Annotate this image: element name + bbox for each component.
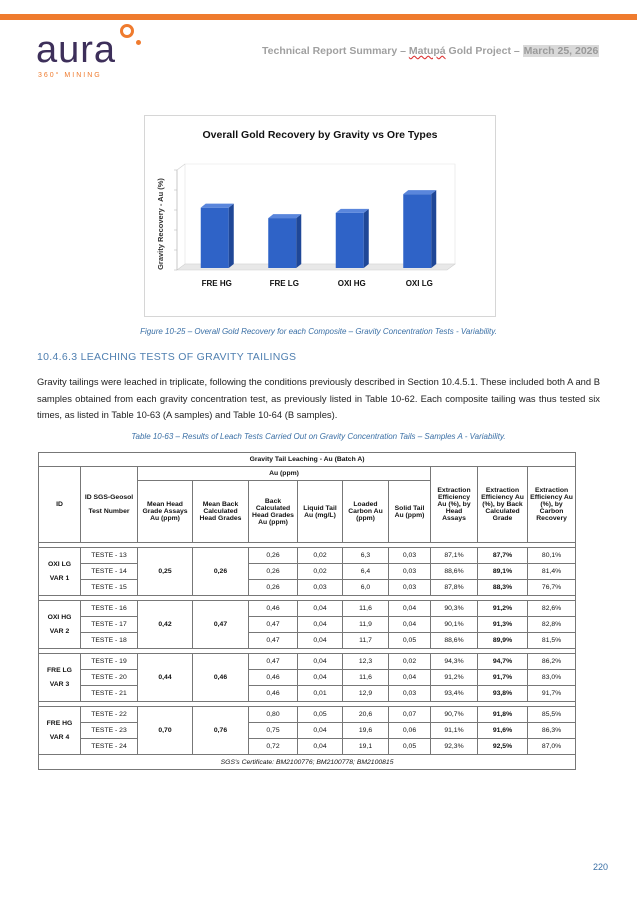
sample-var: VAR 4 xyxy=(49,734,70,741)
ext-carbon-cell: 86,2% xyxy=(528,654,576,670)
ext-back-calc-cell: 89,9% xyxy=(478,633,528,649)
logo-ring-icon xyxy=(120,24,134,38)
ext-head-assay-cell: 90,1% xyxy=(431,617,478,633)
sample-var: VAR 2 xyxy=(49,628,70,635)
table-row xyxy=(39,633,576,649)
ext-head-assay-cell: 87,8% xyxy=(431,580,478,596)
ext-head-assay-cell: 88,6% xyxy=(431,564,478,580)
ext-carbon-cell: 81,5% xyxy=(528,633,576,649)
table-row xyxy=(39,580,576,596)
liquid-tail-cell: 0,04 xyxy=(298,723,343,739)
chart-y-label: Gravity Recovery - Au (%) xyxy=(156,178,165,270)
ext-carbon-cell: 82,8% xyxy=(528,617,576,633)
solid-tail-cell: 0,04 xyxy=(389,670,431,686)
ext-back-calc-cell: 91,8% xyxy=(478,707,528,723)
mean-back-calc-cell: 0,47 xyxy=(193,601,249,649)
ext-head-assay-cell: 90,7% xyxy=(431,707,478,723)
back-calc-grade-cell: 0,47 xyxy=(249,633,298,649)
liquid-tail-cell: 0,03 xyxy=(298,580,343,596)
loaded-carbon-cell: 11,9 xyxy=(343,617,389,633)
ext-back-calc-cell: 94,7% xyxy=(478,654,528,670)
solid-tail-cell: 0,03 xyxy=(389,686,431,702)
test-number-cell: TESTE - 21 xyxy=(81,686,138,702)
sample-id-cell xyxy=(39,707,81,755)
loaded-carbon-cell: 12,3 xyxy=(343,654,389,670)
chart-bar-side xyxy=(296,214,301,268)
back-calc-grade-cell: 0,46 xyxy=(249,601,298,617)
ext-back-calc-cell: 88,3% xyxy=(478,580,528,596)
sample-id: FRE LG xyxy=(47,667,72,674)
table-footer-row xyxy=(39,755,576,770)
table-row xyxy=(39,548,576,564)
ext-carbon-cell: 91,7% xyxy=(528,686,576,702)
col-header-back-calc: Back Calculated Head Grades Au (ppm) xyxy=(249,481,298,543)
header-title-date: March 25, 2026 xyxy=(523,45,599,57)
sample-var: VAR 3 xyxy=(49,681,70,688)
liquid-tail-cell: 0,04 xyxy=(298,601,343,617)
loaded-carbon-cell: 20,6 xyxy=(343,707,389,723)
ext-carbon-cell: 85,5% xyxy=(528,707,576,723)
ext-back-calc-cell: 91,6% xyxy=(478,723,528,739)
back-calc-grade-cell: 0,46 xyxy=(249,686,298,702)
col-header-test xyxy=(81,467,138,543)
chart-bar-top xyxy=(268,214,301,218)
header-accent-bar xyxy=(0,14,637,20)
loaded-carbon-cell: 6,0 xyxy=(343,580,389,596)
test-number-cell: TESTE - 18 xyxy=(81,633,138,649)
test-number-cell: TESTE - 14 xyxy=(81,564,138,580)
ext-back-calc-cell: 91,2% xyxy=(478,601,528,617)
liquid-tail-cell: 0,02 xyxy=(298,548,343,564)
col-header-solid-tail: Solid Tail Au (ppm) xyxy=(389,481,431,543)
ext-carbon-cell: 80,1% xyxy=(528,548,576,564)
test-number-cell: TESTE - 24 xyxy=(81,739,138,755)
ext-carbon-cell: 82,6% xyxy=(528,601,576,617)
ext-back-calc-cell: 87,7% xyxy=(478,548,528,564)
chart-category-label: OXI LG xyxy=(405,279,433,288)
table-row xyxy=(39,739,576,755)
sample-id-cell xyxy=(39,654,81,702)
table-row xyxy=(39,686,576,702)
ext-back-calc-cell: 91,3% xyxy=(478,617,528,633)
certificate-note: SGS's Certificate: BM2100776; BM2100778; BM2100815 xyxy=(39,755,576,770)
solid-tail-cell: 0,04 xyxy=(389,601,431,617)
test-number-cell: TESTE - 13 xyxy=(81,548,138,564)
col-header-ext-back: Extraction Efficiency Au (%), by Back Calculated Grade xyxy=(478,467,528,543)
ext-carbon-cell: 86,3% xyxy=(528,723,576,739)
ext-head-assay-cell: 92,3% xyxy=(431,739,478,755)
liquid-tail-cell: 0,04 xyxy=(298,633,343,649)
loaded-carbon-cell: 19,1 xyxy=(343,739,389,755)
sample-id: OXI HG xyxy=(47,614,72,621)
test-number-cell: TESTE - 23 xyxy=(81,723,138,739)
chart-title: Overall Gold Recovery by Gravity vs Ore Types xyxy=(202,129,438,141)
sample-id: FRE HG xyxy=(46,720,73,727)
chart-category-label: FRE LG xyxy=(269,279,299,288)
sample-id-cell xyxy=(39,548,81,596)
ext-head-assay-cell: 91,2% xyxy=(431,670,478,686)
ext-head-assay-cell: 88,6% xyxy=(431,633,478,649)
chart-category-label: FRE HG xyxy=(201,279,232,288)
chart-bar xyxy=(201,208,229,268)
solid-tail-cell: 0,03 xyxy=(389,564,431,580)
ext-head-assay-cell: 94,3% xyxy=(431,654,478,670)
loaded-carbon-cell: 11,6 xyxy=(343,670,389,686)
col-header-ext-carbon: Extraction Efficiency Au (%), by Carbon Recovery xyxy=(528,467,576,543)
gold-recovery-chart xyxy=(144,115,496,317)
logo-subtitle: 360° MINING xyxy=(38,72,102,79)
solid-tail-cell: 0,03 xyxy=(389,548,431,564)
chart-bar xyxy=(403,194,431,268)
mean-back-calc-cell: 0,26 xyxy=(193,548,249,596)
chart-bar xyxy=(268,218,296,268)
loaded-carbon-cell: 11,6 xyxy=(343,601,389,617)
back-calc-grade-cell: 0,26 xyxy=(249,548,298,564)
liquid-tail-cell: 0,04 xyxy=(298,617,343,633)
liquid-tail-cell: 0,02 xyxy=(298,564,343,580)
section-heading: 10.4.6.3 LEACHING TESTS OF GRAVITY TAILINGS xyxy=(37,351,297,363)
sample-id: OXI LG xyxy=(47,561,72,568)
mean-head-grade-cell: 0,25 xyxy=(138,548,193,596)
logo-dot-icon xyxy=(136,40,141,45)
chart-bar-top xyxy=(336,209,369,213)
mean-head-grade-cell: 0,70 xyxy=(138,707,193,755)
table-row xyxy=(39,707,576,723)
solid-tail-cell: 0,05 xyxy=(389,739,431,755)
ext-back-calc-cell: 89,1% xyxy=(478,564,528,580)
ext-back-calc-cell: 93,8% xyxy=(478,686,528,702)
figure-caption: Figure 10-25 – Overall Gold Recovery for each Composite – Gravity Concentration Tests - Variability. xyxy=(140,327,497,336)
back-calc-grade-cell: 0,47 xyxy=(249,617,298,633)
ext-head-assay-cell: 90,3% xyxy=(431,601,478,617)
header-title-project: Matupá xyxy=(408,45,446,57)
chart-bar-side xyxy=(431,190,436,268)
mean-back-calc-cell: 0,46 xyxy=(193,654,249,702)
col-header-mean-back: Mean Back Calculated Head Grades xyxy=(193,481,249,543)
chart-bar-top xyxy=(403,190,436,194)
mean-head-grade-cell: 0,42 xyxy=(138,601,193,649)
back-calc-grade-cell: 0,26 xyxy=(249,564,298,580)
header-title-part1: Technical Report Summary – xyxy=(262,45,409,57)
table-row xyxy=(39,564,576,580)
test-number-cell: TESTE - 20 xyxy=(81,670,138,686)
body-paragraph: Gravity tailings were leached in triplicate, following the conditions previously described in Section 10.4.5.1. These included both A and B samples obtained from each gravity concentration test, as previously listed in Table 10-62. Each composite tailing was thus tested six times, as listed in Table 10-63 (A samples) and Table 10-64 (B samples). xyxy=(37,376,600,420)
col-group-au: Au (ppm) xyxy=(138,467,431,481)
back-calc-grade-cell: 0,80 xyxy=(249,707,298,723)
ext-carbon-cell: 83,0% xyxy=(528,670,576,686)
logo-text: aura xyxy=(36,29,117,71)
mean-head-grade-cell: 0,44 xyxy=(138,654,193,702)
table-title: Gravity Tail Leaching - Au (Batch A) xyxy=(39,453,576,467)
loaded-carbon-cell: 11,7 xyxy=(343,633,389,649)
chart-bar-top xyxy=(201,204,234,208)
ext-back-calc-cell: 92,5% xyxy=(478,739,528,755)
table-caption: Table 10-63 – Results of Leach Tests Carried Out on Gravity Concentration Tails – Samples A - Variability. xyxy=(131,432,506,441)
back-calc-grade-cell: 0,46 xyxy=(249,670,298,686)
table-row xyxy=(39,617,576,633)
back-calc-grade-cell: 0,26 xyxy=(249,580,298,596)
ext-head-assay-cell: 91,1% xyxy=(431,723,478,739)
col-header-test-line2: Test Number xyxy=(88,508,130,515)
solid-tail-cell: 0,02 xyxy=(389,654,431,670)
ext-back-calc-cell: 91,7% xyxy=(478,670,528,686)
chart-bar-side xyxy=(229,204,234,268)
solid-tail-cell: 0,04 xyxy=(389,617,431,633)
company-logo xyxy=(36,28,156,84)
test-number-cell: TESTE - 17 xyxy=(81,617,138,633)
table-body xyxy=(39,543,576,770)
ext-head-assay-cell: 93,4% xyxy=(431,686,478,702)
chart-bar xyxy=(336,213,364,268)
liquid-tail-cell: 0,04 xyxy=(298,670,343,686)
solid-tail-cell: 0,06 xyxy=(389,723,431,739)
loaded-carbon-cell: 19,6 xyxy=(343,723,389,739)
col-header-id: ID xyxy=(39,467,81,543)
liquid-tail-cell: 0,04 xyxy=(298,739,343,755)
table-row xyxy=(39,723,576,739)
sample-var: VAR 1 xyxy=(49,575,70,582)
chart-svg xyxy=(145,116,495,316)
col-header-mean-head: Mean Head Grade Assays Au (ppm) xyxy=(138,481,193,543)
test-number-cell: TESTE - 15 xyxy=(81,580,138,596)
col-header-ext-head: Extraction Efficiency Au (%), by Head Assays xyxy=(431,467,478,543)
loaded-carbon-cell: 6,3 xyxy=(343,548,389,564)
solid-tail-cell: 0,03 xyxy=(389,580,431,596)
test-number-cell: TESTE - 16 xyxy=(81,601,138,617)
report-header-title xyxy=(262,45,599,57)
back-calc-grade-cell: 0,47 xyxy=(249,654,298,670)
col-header-loaded-carbon: Loaded Carbon Au (ppm) xyxy=(343,481,389,543)
back-calc-grade-cell: 0,75 xyxy=(249,723,298,739)
table-row xyxy=(39,601,576,617)
ext-head-assay-cell: 87,1% xyxy=(431,548,478,564)
chart-bar-side xyxy=(364,209,369,268)
ext-carbon-cell: 87,0% xyxy=(528,739,576,755)
liquid-tail-cell: 0,01 xyxy=(298,686,343,702)
table-row xyxy=(39,670,576,686)
liquid-tail-cell: 0,04 xyxy=(298,654,343,670)
table-row xyxy=(39,654,576,670)
mean-back-calc-cell: 0,76 xyxy=(193,707,249,755)
header-title-part2: Gold Project – xyxy=(445,45,523,57)
solid-tail-cell: 0,05 xyxy=(389,633,431,649)
sample-id-cell xyxy=(39,601,81,649)
test-number-cell: TESTE - 22 xyxy=(81,707,138,723)
loaded-carbon-cell: 12,9 xyxy=(343,686,389,702)
chart-category-label: OXI HG xyxy=(337,279,366,288)
loaded-carbon-cell: 6,4 xyxy=(343,564,389,580)
solid-tail-cell: 0,07 xyxy=(389,707,431,723)
ext-carbon-cell: 81,4% xyxy=(528,564,576,580)
leach-results-table xyxy=(38,452,576,770)
col-header-liquid-tail: Liquid Tail Au (mg/L) xyxy=(298,481,343,543)
chart-y-axis-edge xyxy=(177,164,185,170)
ext-carbon-cell: 76,7% xyxy=(528,580,576,596)
test-number-cell: TESTE - 19 xyxy=(81,654,138,670)
page-number: 220 xyxy=(593,862,609,872)
back-calc-grade-cell: 0,72 xyxy=(249,739,298,755)
liquid-tail-cell: 0,05 xyxy=(298,707,343,723)
col-header-test-line1: ID SGS-Geosol xyxy=(84,494,134,501)
